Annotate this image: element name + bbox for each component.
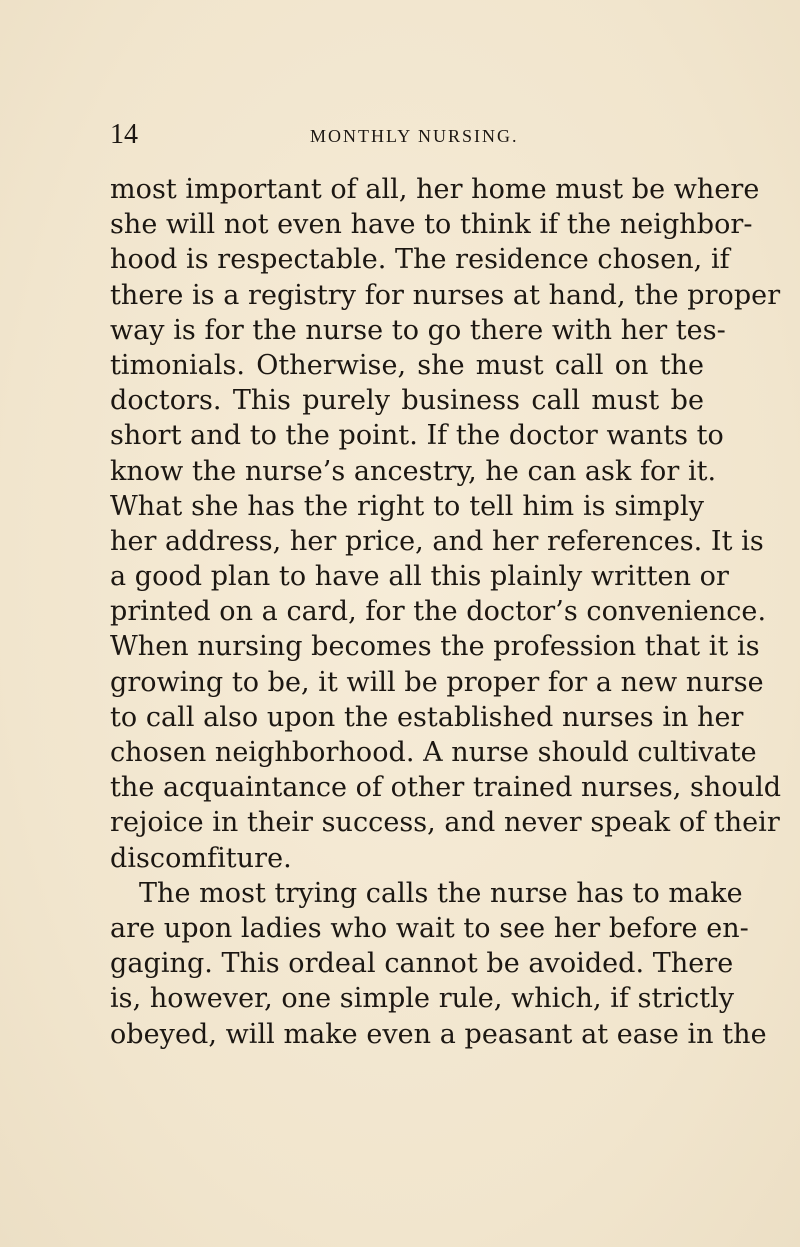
text-line: growing to be, it will be proper for a new nurse: [110, 666, 764, 698]
running-head: MONTHLY NURSING.: [310, 126, 519, 146]
text-line: chosen neighborhood. A nurse should cultivate: [110, 737, 757, 768]
text-line: to call also upon the established nurses in her: [110, 701, 744, 733]
text-line: there is a registry for nurses at hand, the proper: [110, 279, 781, 311]
text-line: her address, her price, and her references. It is: [110, 525, 764, 557]
text-line: most important of all, her home must be where: [110, 174, 760, 205]
text-line: printed on a card, for the doctor’s convenience.: [110, 596, 767, 628]
text-line: discomfiture.: [110, 842, 292, 874]
text-line: gaging. This ordeal cannot be avoided. There: [110, 948, 734, 980]
body-text: [110, 172, 782, 1052]
text-line: When nursing becomes the profession that it is: [110, 631, 760, 663]
text-line: is, however, one simple rule, which, if strictly: [110, 983, 735, 1015]
text-line: the acquaintance of other trained nurses, should: [110, 772, 782, 804]
text-line: What she has the right to tell him is simply: [110, 490, 704, 522]
text-line: a good plan to have all this plainly written or: [110, 561, 729, 593]
text-line: obeyed, will make even a peasant at ease in the: [110, 1018, 767, 1050]
text-line: she will not even have to think if the neighbor-: [110, 209, 753, 241]
text-line: The most trying calls the nurse has to make: [139, 877, 743, 909]
text-line: rejoice in their success, and never speak of their: [110, 807, 780, 839]
text-line: timonials. Otherwise, she must call on the: [110, 349, 704, 381]
text-line: know the nurse’s ancestry, he can ask for it.: [110, 455, 717, 487]
text-line: way is for the nurse to go there with her tes-: [110, 314, 726, 346]
text-line: doctors. This purely business call must be: [110, 385, 704, 417]
page-header: [110, 118, 690, 152]
text-line: hood is respectable. The residence chosen, if: [110, 244, 730, 276]
page-number: 14: [110, 119, 138, 150]
text-line: are upon ladies who wait to see her before en-: [110, 912, 749, 944]
text-line: short and to the point. If the doctor wants to: [110, 420, 724, 452]
